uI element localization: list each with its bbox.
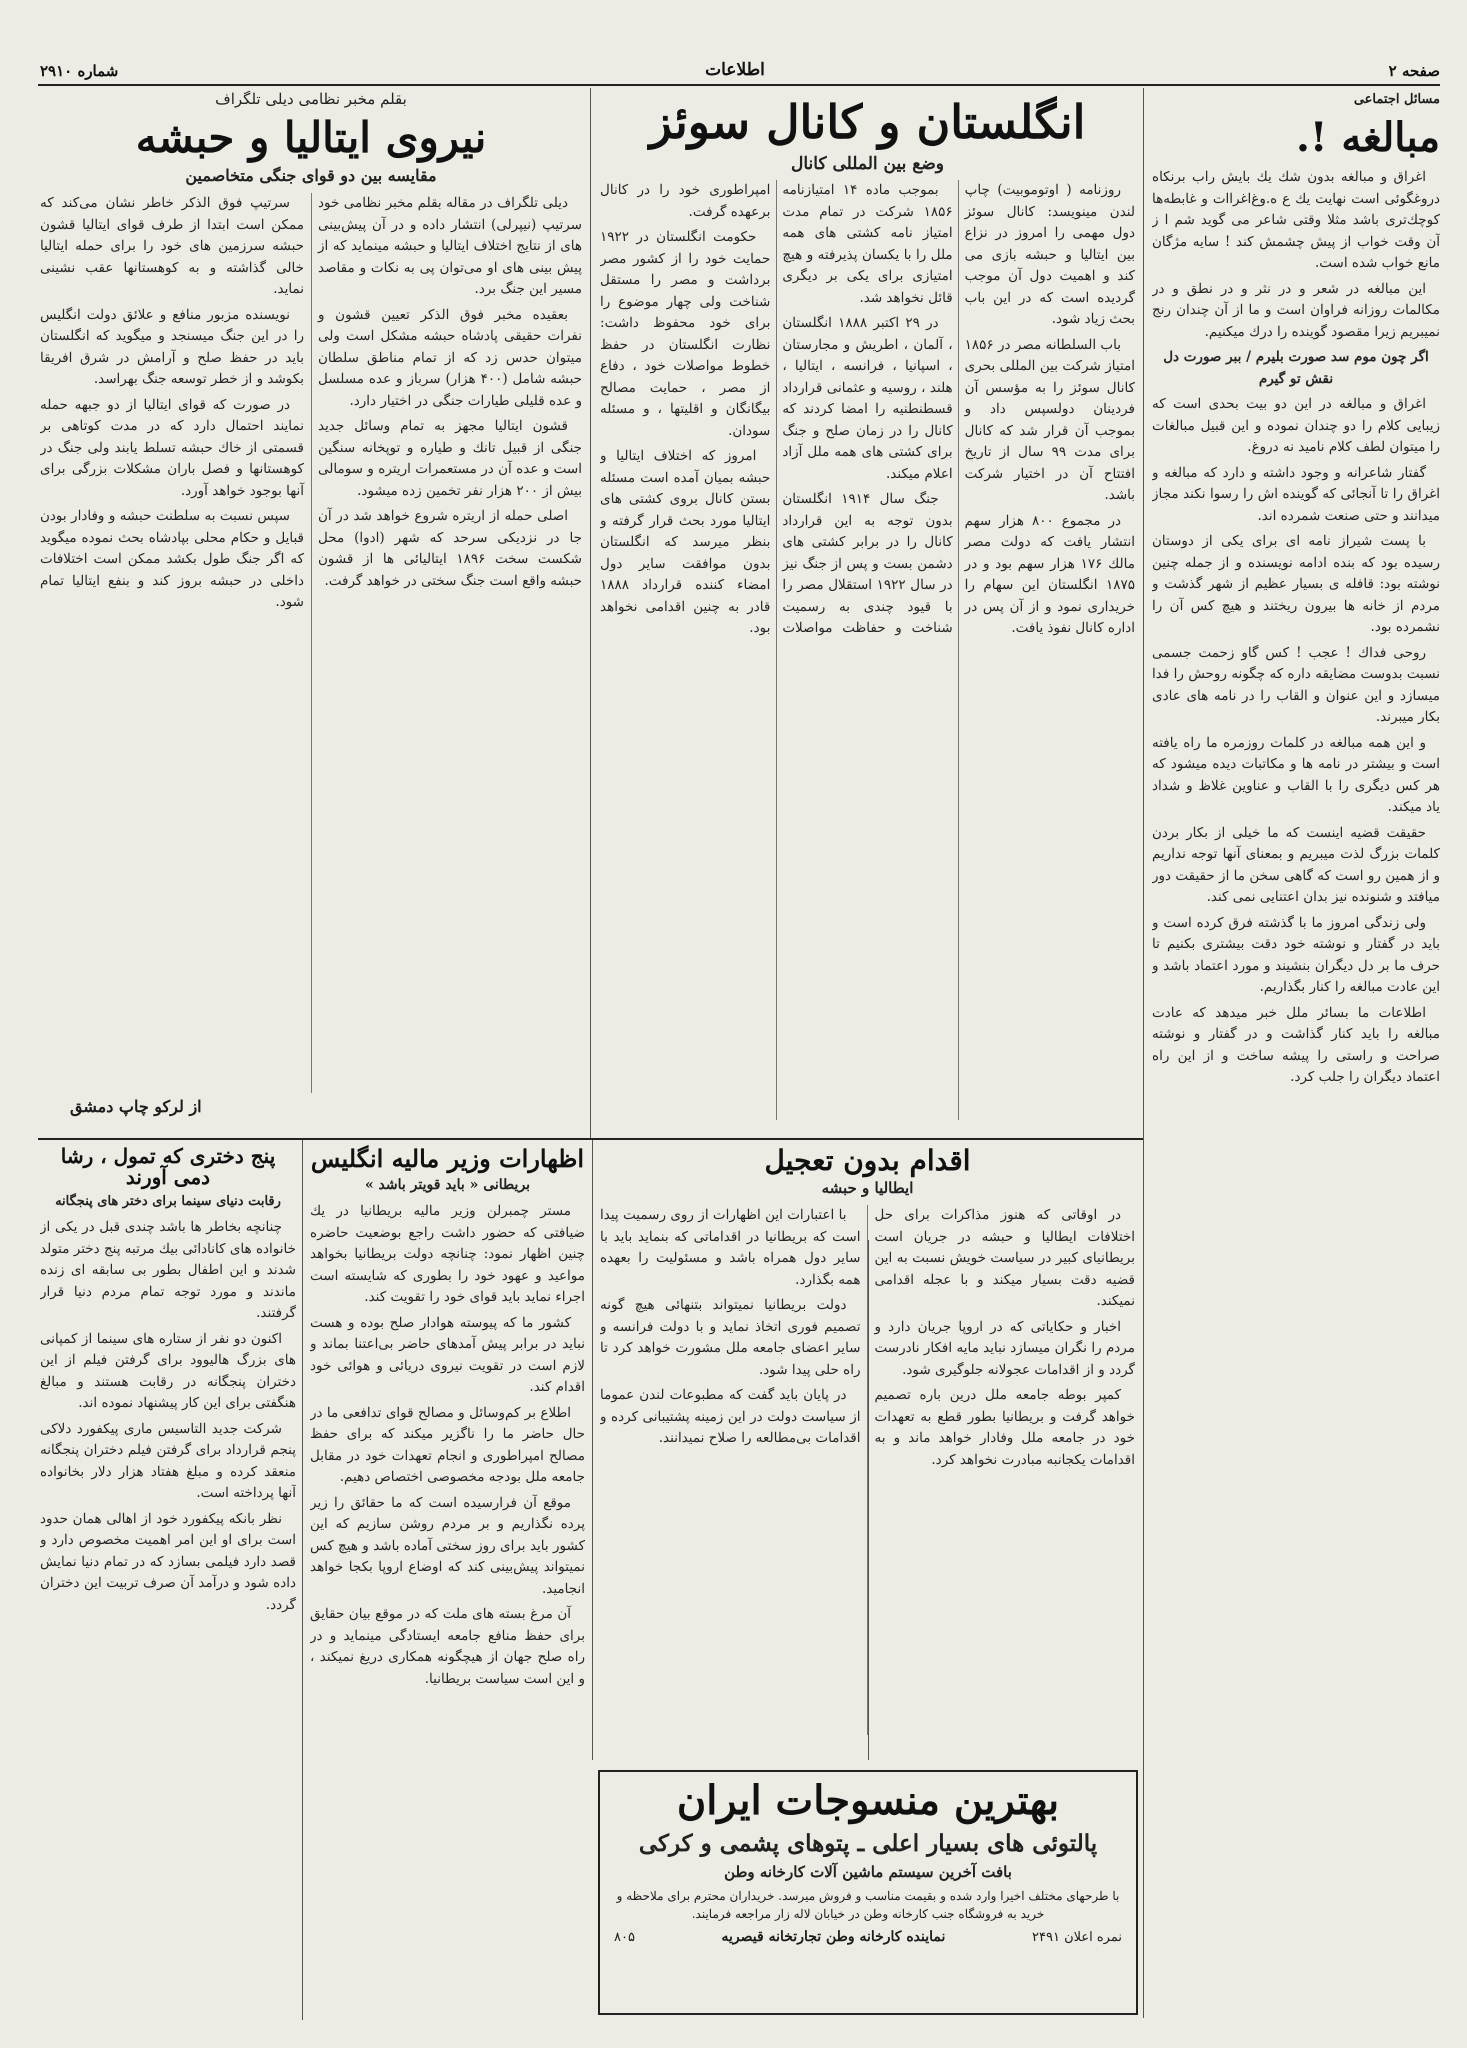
paragraph: در مجموع ۸۰۰ هزار سهم انتشار يافت كه دولت مصر مالك ۱۷۶ هزار سهم بود و در ۱۸۷۵ انگلستان اين سهام را خريداری نمود و از آن پس در اداره كانال نفوذ يافت. <box>964 512 1135 637</box>
paragraph: چنانچه بخاطر ها باشد چندی قبل در يكی از خانواده های كانادائی بيك مرتبه پنج دختر متولد شدند و اين اطفال بطور بی سابقه ای زنده ماندند و مورد توجه تمام مردم دنيا قرار گرفتند. <box>40 1219 296 1321</box>
paragraph: بموجب ماده ۱۴ امتيازنامه ۱۸۵۶ شركت در تمام مدت امتياز نامه كشتی های همه ملل را با يكسان پذيرفته و هيچ امتيازی برای يكی بر ديگری قائل نخواهد شد. <box>782 182 953 306</box>
source-credit: از لركو چاپ دمشق <box>70 1097 202 1117</box>
article-body <box>1152 167 1440 2007</box>
byline: بقلم مخبر نظامی دیلی تلگراف <box>215 90 407 108</box>
article-body <box>600 180 1135 1120</box>
article-body <box>40 193 582 1093</box>
paragraph: دولت بريطانيا نميتواند بتنهائی هيچ گونه تصميم فوری اتخاذ نمايد و با دولت فرانسه و ساير اعضای جامعه ملل مشورت خواهد كرد تا راه حلی پيدا شود. <box>600 1297 861 1378</box>
paragraph: باب السلطانه مصر در ۱۸۵۶ امتياز شركت بين المللی بحری كانال سوئز را به مؤسس آن فردينان دولسپس داد و بموجب آن قرار شد كه كانال برای مدت ۹۹ سال از تاريخ افتتاح آن در اختيار شركت باشد. <box>964 336 1135 504</box>
ad-title: بهترین منسوجات ایران <box>676 1777 1060 1824</box>
article-body <box>310 1201 585 1991</box>
subheadline: ایطالیا و حبشه <box>821 1179 914 1198</box>
paragraph: بعقيده مخبر فوق الذكر تعيين قشون و نفرات حقيقی پادشاه حبشه مشكل است ولی ميتوان حدس زد كه از تمام مناطق سلطان حبشه شامل (۴۰۰ هزار) سرباز و عده مسلسل و عده قليلی طيارات جنگی در اختيار دارد. <box>318 306 582 409</box>
col-separator <box>590 88 591 1138</box>
paragraph: جنگ سال ۱۹۱۴ انگلستان بدون توجه به اين قرارداد كانال را در برابر كشتی های دشمن بست و پس از جنگ نيز در سال ۱۹۲۲ استقلال مصر را با قيود چندی به رسميت شناخت و حفاظت مواصلات امپراطوری خود را در كانال برعهده گرفت. <box>600 182 953 637</box>
section-rule <box>38 1138 1143 1140</box>
subheadline: وضع بین المللی کانال <box>791 154 944 175</box>
paragraph: روحی فداك ! عجب ! كس گاو زحمت جسمی نسبت بدوست مضايقه داره كه چگونه روحش را فدا ميسازد و اين عنوان و القاب را در نامه های عادی بكار ميبرند. <box>1152 644 1440 725</box>
paragraph: اين مبالغه در شعر و در نثر و در نطق و در مكالمات روزانه فراوان است و ما از آن چندان رنج نميبريم زيرا مقصود گوينده را درك ميكنيم. <box>1152 280 1440 340</box>
col-separator <box>592 1140 593 1760</box>
cinema-article <box>40 1146 296 2016</box>
kicker: مسائل اجتماعی <box>1353 92 1440 107</box>
issue-number: شماره ۲۹۱۰ <box>40 62 119 80</box>
italy-article <box>40 90 582 1135</box>
social-column <box>1152 92 1440 2017</box>
headline: اقدام بدون تعجیل <box>764 1144 971 1177</box>
paragraph: اطلاع بر كم‌وسائل و مصالح قوای تدافعی ما در حال حاضر ما را ناگزير ميكند كه برای حفظ مصالح امپراطوری و انجام تعهدات خود در مقابل جامعه ملل بودجه مخصوصی اختصاص دهيم. <box>310 1404 585 1486</box>
ad-body: با طرحهای مختلف اخیرا وارد شده و بقیمت مناسب و فروش ميرسد. خريداران محترم برای ملاحظه و خريد به فروشگاه جنب كارخانه وطن در خيابان لاله زار مراجعه فرمايند. <box>616 1889 1120 1921</box>
page-number: صفحه ۲ <box>1388 62 1440 80</box>
verse: اگر چون موم سد صورت بليرم / ببر صورت دل نقش تو گيرم <box>1163 349 1429 387</box>
headline: نیروی ایتالیا و حبشه <box>135 113 487 162</box>
textile-advertisement <box>598 1770 1138 2015</box>
paragraph: امروز كه اختلاف ايتاليا و حبشه بميان آمده است مسئله بستن كانال بروی كشتی های ايتاليا مورد بحث قرار گرفته و بنظر ميرسد كه انگلستان بدون موافقت ساير دول امضاء كننده قرارداد ۱۸۸۸ قادر به چنين اقدامی نخواهد بود. <box>600 448 771 637</box>
col-separator <box>1143 88 1144 2018</box>
paragraph: با پست شيراز نامه ای برای يكی از دوستان رسيده بود كه بنده ادامه نويسنده و از جمله چنين نوشته بود: قافله ی بسيار عظيم از شهر گذشت و مردم از خانه ها بيرون ريختند و هيچ كس آن را نشمرده بود. <box>1152 533 1440 635</box>
paragraph: در ۲۹ اكتبر ۱۸۸۸ انگلستان ، آلمان ، اطريش و مجارستان ، اسپانيا ، فرانسه ، ايتاليا ، هلند ، روسيه و عثمانی قرارداد قسطنطنيه را امضا كردند كه كانال را در زمان صلح و جنگ برای كشتی های همه ملل آزاد اعلام ميكند. <box>782 315 953 482</box>
paragraph: آن مرغ بسته های ملت كه در موقع بيان حقايق برای حفظ منافع جامعه ايستادگی مينمايد و در راه صلح جهان از هيچگونه همكاری دريغ نميكند ، و اين است سياست بريطانيا. <box>310 1606 585 1687</box>
ad-agent: نماینده کارخانه وطن تجارتخانه قیصریه <box>721 1929 946 1945</box>
paragraph: اكنون دو نفر از ستاره های سينما از كمپانی های بزرگ هاليوود برای گرفتن فيلم از اين دختران پنجگانه در رقابت هستند و مبالغ هنگفتی برای اين كار پيشنهاد نموده اند. <box>40 1330 296 1411</box>
ad-products: پالتوئی های بسیار اعلی ـ پتوهای پشمی و کرکی <box>638 1830 1098 1857</box>
col-separator <box>302 1140 303 2020</box>
paper-name: اطلاعات <box>705 60 765 80</box>
paragraph: در صورت كه قوای ايتاليا از دو جبهه حمله نمايند احتمال دارد كه در مدت كوتاهی بر قسمتی از خاك حبشه تسلط يابند ولی جنگ در كوهستانها و فصل باران مشكلات بزرگی برای آنها بوجود خواهد آورد. <box>40 396 304 499</box>
paragraph: در اوقاتی كه هنوز مذاكرات برای حل اختلافات ايطاليا و حبشه در جريان است بريطانيای كبير در سياست خويش نسبت به اين قضيه دقت بسيار ميكند و با عجله اقدامی نميكند. <box>874 1207 1135 1310</box>
paragraph: كشور ما كه پيوسته هوادار صلح بوده و هست نبايد در برابر پيش آمدهای حاضر بی‌اعتنا بماند و لازم است در تقويت نيروی دريائی و هوائی خود اقدام كند. <box>310 1314 585 1396</box>
headline: انگلستان و کانال سوئز <box>649 95 1086 149</box>
paragraph: سرتيپ فوق الذكر خاطر نشان می‌كند كه ممكن است ابتدا از طرف قوای ايتاليا قشون حبشه سرزمين های خود را برای حمله ايتاليا خالی گذاشته و به كوهستانها عقب نشينی نمايد. <box>40 195 304 298</box>
paragraph: و اين همه مبالغه در كلمات روزمره ما راه يافته است و بيشتر در نامه ها و مكاتبات ديده ميشود كه هر كس ديگری را با القاب و عناوين غلاظ و شداد ياد ميكند. <box>1152 734 1440 815</box>
paragraph: حكومت انگلستان در ۱۹۲۲ حمايت خود را از كشور مصر برداشت و مصر را مستقل شناخت ولی چهار موضوع را برای خود محفوظ داشت: نظارت انگلستان در حفظ خطوط مواصلات خود ، دفاع از مصر ، حمايت مصالح بيگانگان و اقليتها ، و مسئله سودان. <box>600 229 771 439</box>
paragraph: با اعتبارات اين اظهارات از روی رسميت پيدا است كه بريطانيا در اقداماتی كه بنمايد بايد با ساير دول همراه باشد و مسئوليت را بعهده همه بگذارد. <box>600 1207 861 1288</box>
ad-footer-row <box>614 1929 1122 1945</box>
paragraph: نويسنده مزبور منافع و علائق دولت انگليس را در اين جنگ ميسنجد و ميگويد كه انگلستان بايد در حفظ صلح و آرامش در شرق افريقا بكوشد و از خطر توسعه جنگ بهراسد. <box>40 306 304 388</box>
ad-reference: نمره اعلان ۲۴۹۱ <box>1032 1929 1122 1945</box>
paragraph: ديلی تلگراف در مقاله بقلم مخبر نظامی خود سرتيپ (نيپرلی) انتشار داده و در آن پيش‌بينی های از نتايج اختلاف ايتاليا و حبشه مينمايد كه از پيش بينی های او می‌توان پی به نكات و مقاصد مسير اين جنگ برد. <box>318 195 582 298</box>
headline: اظهارات وزیر مالیه انگلیس <box>310 1144 585 1173</box>
headline: مبالغه !. <box>1295 114 1440 161</box>
headline: پنج دختری که تمول ، رشا دمی آورند <box>60 1144 276 1189</box>
action-article <box>600 1146 1135 1766</box>
paragraph: نظر بانكه پيكفورد خود از اهالی همان حدود است برای او اين امر اهميت مخصوص دارد و قصد دارد فيلمی بسازد كه در تمام دنيا نمايش داده شود و درآمد آن صرف تربيت اين دختران گردد. <box>40 1510 296 1613</box>
paragraph: قشون ايتاليا مجهز به تمام وسائل جديد جنگی از قبيل تانك و طياره و توپخانه سنگين است و عده آن در مستعمرات اريتره و سومالی بيش از ۲۰۰ هزار نفر تخمين زده ميشود. <box>318 418 582 499</box>
paragraph: اصلی حمله از اريتره شروع خواهد شد در آن جا در نزديكی سرحد كه شهر (ادوا) محل شكست سخت ۱۸۹۶ ايتاليائی ها از قشون حبشه واقع است جنگ سختی در خواهد گرفت. <box>318 508 582 589</box>
suez-article <box>600 92 1135 1132</box>
paragraph: گفتار شاعرانه و وجود داشته و دارد كه مبالغه و اغراق را تا آنجائی كه گوينده اش را رسوا نكند مجاز ميدانند و حتی صنعت شمرده اند. <box>1152 464 1440 524</box>
paragraph: ولی زندگی امروز ما با گذشته فرق كرده است و بايد در گفتار و نوشته خود دقت بيشتری بكنيم تا حرف ما بر دل ديگران بنشيند و مورد اعتماد باشد و اين عادت مبالغه را كنار بگذاريم. <box>1152 914 1440 995</box>
paragraph: در پايان بايد گفت كه مطبوعات لندن عموما از سياست دولت در اين زمينه پشتيبانی كرده و اقدامات بی‌مطالعه را صلاح نميدانند. <box>600 1387 861 1447</box>
paragraph: اغراق و مبالغه بدون شك يك بايش راب برنكاه دروغگوئی است نهايت يك ع ه.وغ‌اغرا‌ات و غابطه‌ها كوچك‌تری باشد مثلا وقتی شاعر می گويد شم ا ز آن وقت خواب از پيش چشمش كند ! سايه مژگان مانع خواب شده است. <box>1152 169 1440 271</box>
subheadline: رقابت دنيای سينما برای دختر های پنجگانه <box>55 1194 281 1209</box>
paragraph: مستر چمبرلن وزير ماليه بريطانيا در يك ضيافتی كه حضور داشت راجع بوضعيت حاضره چنين اظهار نمود: چنانچه دولت بريطانيا بخواهد مواعيد و عهود خود را بطوری كه شايسته است اجراء نمايد بايد قوای خود را تقويت كند. <box>310 1203 585 1306</box>
paragraph: كمپر بوطه جامعه ملل درين باره تصميم خواهد گرفت و بريطانيا بطور قطع به تعهدات خود در جامعه ملل وفادار خواهد ماند و به اقدامات يكجانبه مبادرت نخواهد كرد. <box>874 1387 1135 1468</box>
paragraph: شركت جديد التاسيس ماری پيكفورد دلاكی پنجم قرارداد برای گرفتن فيلم دختران پنجگانه منعقد كرده و مبلغ هفتاد هزار دلار بخانواده آنها پرداخته است. <box>40 1420 296 1501</box>
header-rule <box>38 84 1440 86</box>
paragraph: اطلاعات ما بسائر ملل خبر ميدهد كه عادت مبالغه را بايد كنار گذاشت و در گفتار و نوشته صراحت و راستی را پيشه ساخت و از اين راه اعتماد ديگران را جلب كرد. <box>1152 1004 1440 1085</box>
paragraph: اغراق و مبالغه در اين دو بيت بحدی است كه زيبايی كلام را دو چندان نموده و اين قبيل مبالغات را ميتوان لطف كلام ناميد نه دروغ. <box>1152 396 1440 455</box>
finance-minister-article <box>310 1146 585 2016</box>
paragraph: روزنامه ( اوتوموبيت) چاپ لندن مينويسد: كانال سوئز دول مهمی را امروز در نزاع بين ايتاليا و حبشه بازی می كند و اهميت دول آن موجب گرديده است كه در اين باب بحث زياد شود. <box>964 182 1135 328</box>
paragraph: اخبار و حكاياتی كه در اروپا جريان دارد و مردم را نگران ميسازد نبايد مايه افكار نادرست گردد و از اقدامات عجولانه جلوگيری شود. <box>874 1318 1135 1378</box>
subheadline: بریطانی « باید قویتر باشد » <box>364 1177 531 1194</box>
ad-code: ۸۰۵ <box>614 1929 635 1945</box>
paragraph: سپس نسبت به سلطنت حبشه و وفادار بودن قبايل و حكام محلی بپادشاه بحث نموده ميگويد كه اگر جنگ طول بكشد ممكن است اختلافات داخلی در حبشه بروز كند و بنفع ايتاليا تمام شود. <box>40 508 304 611</box>
paragraph: موقع آن فرارسيده است كه ما حقائق را زير پرده نگذاريم و بر مردم روشن سازيم كه اين كشور بايد برای روز سختی آماده باشد و هيچ كس نميتواند پيش‌بينی كند كه اوضاع اروپا بكجا خواهد انجاميد. <box>310 1494 585 1597</box>
article-body <box>40 1217 296 2017</box>
paragraph: حقيقت قضيه اينست كه ما خيلی از بكار بردن كلمات بزرگ لذت ميبريم و بمعنای آنها توجه نداريم و از همين رو است كه گاهی سخن ما از حقيقت دور ميافتد و شنونده نيز بدان اعتنايی نمی كند. <box>1152 824 1440 905</box>
article-body <box>600 1205 1135 1735</box>
subheadline: مقایسه بین دو قوای جنگی متخاصمین <box>185 166 437 186</box>
ad-tagline: بافت آخرین سیستم ماشین آلات کارخانه وطن <box>724 1863 1012 1881</box>
